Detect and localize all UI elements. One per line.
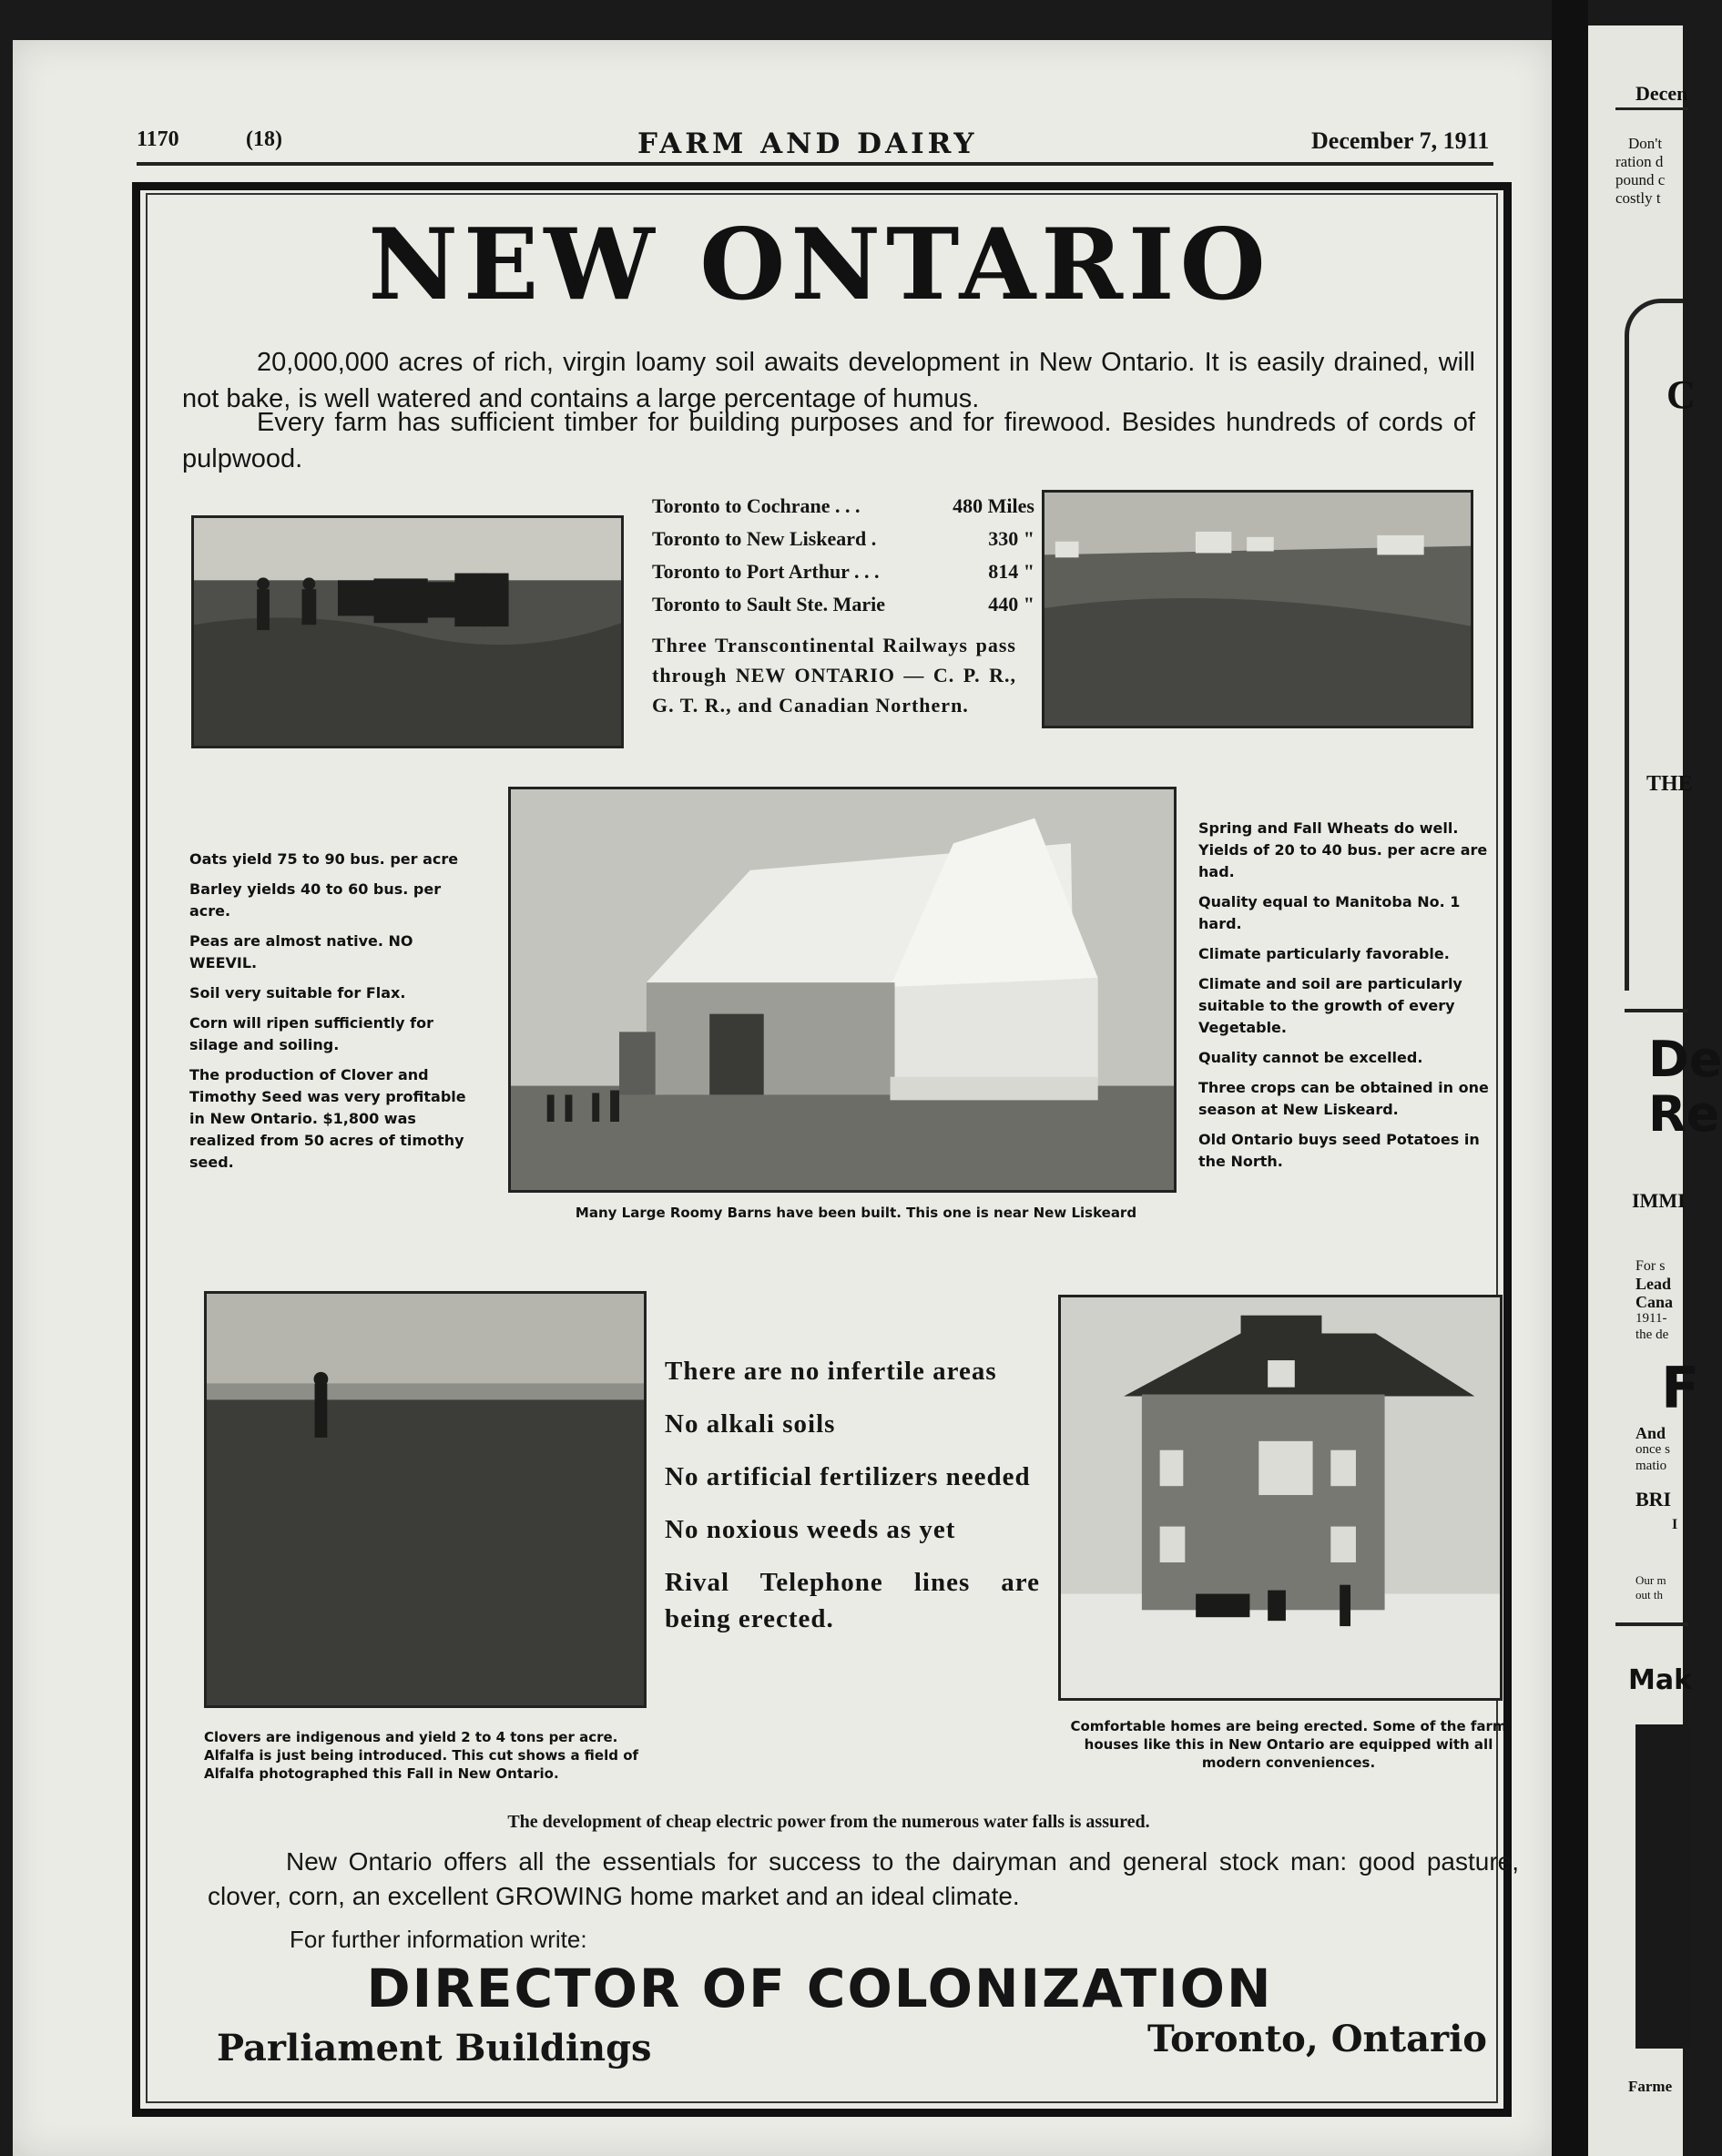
adjacent-line-5: the de bbox=[1635, 1327, 1669, 1342]
toronto-ontario: Toronto, Ontario bbox=[1147, 2018, 1487, 2060]
adjacent-line-3: Cana bbox=[1635, 1293, 1674, 1311]
distance-row bbox=[652, 588, 1034, 621]
route-label: Toronto to Port Arthur . . . bbox=[652, 560, 880, 583]
adjacent-line-6: And bbox=[1635, 1424, 1666, 1442]
ad-headline: NEW ONTARIO bbox=[368, 208, 1271, 322]
adjacent-line-9: BRI bbox=[1635, 1488, 1672, 1510]
railways-note: Three Transcontinental Railways pass through NEW ONTARIO — C. P. R., G. T. R., and Canadian Northern. bbox=[652, 634, 1016, 717]
claim-item: Rival Telephone lines are being erected. bbox=[665, 1568, 1040, 1633]
adjacent-mak: Mak bbox=[1628, 1664, 1693, 1696]
adjacent-farme: Farme bbox=[1628, 2078, 1673, 2095]
photo-farm-house bbox=[1058, 1295, 1503, 1701]
photo-barn bbox=[508, 787, 1177, 1193]
parliament-buildings: Parliament Buildings bbox=[217, 2027, 652, 2070]
photo-horses-field bbox=[191, 515, 624, 748]
issue-date: December 7, 1911 bbox=[1311, 127, 1490, 154]
soil-claims bbox=[665, 1353, 1040, 1653]
electric-power-line: The development of cheap electric power from the numerous water falls is assured. bbox=[507, 1812, 1150, 1832]
home-caption: Comfortable homes are being erected. Some of the farm houses like this in New Ontario are equipped with all modern conveniences. bbox=[1070, 1718, 1507, 1771]
adjacent-line-12: out th bbox=[1635, 1588, 1663, 1602]
route-miles: 330 " bbox=[988, 527, 1034, 550]
adjacent-word: THE bbox=[1646, 772, 1693, 796]
fact-item: Barley yields 40 to 60 bus. per acre. bbox=[189, 880, 442, 920]
claim-item: No artificial fertilizers needed bbox=[665, 1462, 1031, 1491]
publication-title: FARM AND DAIRY bbox=[637, 127, 978, 160]
header-rule bbox=[137, 162, 1493, 166]
distance-table bbox=[652, 490, 1034, 621]
adjacent-line-1: For s bbox=[1635, 1258, 1666, 1274]
fact-item: Oats yield 75 to 90 bus. per acre bbox=[189, 850, 459, 868]
claim-item: No alkali soils bbox=[665, 1409, 836, 1439]
adjacent-dark-photo bbox=[1635, 1724, 1690, 2049]
fact-item: Spring and Fall Wheats do well. Yields of 20 to 40 bus. per acre are had. bbox=[1198, 819, 1488, 880]
adjacent-text-1: Don't bbox=[1628, 135, 1663, 152]
adjacent-big-letter: F bbox=[1661, 1355, 1700, 1421]
route-miles: 480 Miles bbox=[953, 494, 1034, 517]
adjacent-rule-2 bbox=[1625, 1009, 1688, 1012]
page-gutter bbox=[1552, 0, 1588, 2156]
route-label: Toronto to New Liskeard . bbox=[652, 527, 877, 550]
adjacent-immi: IMMI bbox=[1632, 1189, 1686, 1212]
fact-item: Corn will ripen sufficiently for silage and soiling. bbox=[189, 1014, 433, 1053]
adjacent-letter: C bbox=[1666, 372, 1696, 417]
photo-alfalfa-field bbox=[204, 1291, 647, 1708]
fact-item: Climate and soil are particularly suitable to the growth of every Vegetable. bbox=[1198, 975, 1462, 1036]
fact-item: Old Ontario buys seed Potatoes in the North. bbox=[1198, 1131, 1480, 1170]
adjacent-line-8: matio bbox=[1635, 1459, 1667, 1473]
fact-item: Climate particularly favorable. bbox=[1198, 945, 1450, 962]
adjacent-line-2: Lead bbox=[1635, 1275, 1672, 1293]
barn-caption: Many Large Roomy Barns have been built. This one is near New Liskeard bbox=[575, 1205, 1137, 1221]
adjacent-rule-3 bbox=[1615, 1622, 1688, 1626]
adjacent-heading-1: De bbox=[1648, 1031, 1722, 1088]
fact-item: Three crops can be obtained in one season at New Liskeard. bbox=[1198, 1079, 1489, 1118]
distance-row bbox=[652, 523, 1034, 555]
adjacent-line-11: Our m bbox=[1635, 1573, 1666, 1587]
fact-item: Quality equal to Manitoba No. 1 hard. bbox=[1198, 893, 1461, 932]
fact-item: Soil very suitable for Flax. bbox=[189, 984, 406, 1002]
adjacent-line-10: I bbox=[1672, 1517, 1678, 1532]
photo-farm-buildings bbox=[1042, 490, 1473, 728]
director-heading: DIRECTOR OF COLONIZATION bbox=[366, 1958, 1273, 2019]
adjacent-rule bbox=[1615, 107, 1688, 110]
route-label: Toronto to Cochrane . . . bbox=[652, 494, 861, 517]
fact-item: Peas are almost native. NO WEEVIL. bbox=[189, 932, 413, 971]
adjacent-line-7: once s bbox=[1635, 1442, 1670, 1457]
adjacent-text-3: pound c bbox=[1615, 171, 1666, 188]
distance-row bbox=[652, 555, 1034, 588]
adjacent-text-2: ration d bbox=[1615, 153, 1664, 170]
route-label: Toronto to Sault Ste. Marie bbox=[652, 593, 886, 615]
further-info: For further information write: bbox=[290, 1926, 587, 1953]
closing-paragraph: New Ontario offers all the essentials for success to the dairyman and general stock man: good pasture, clover, corn, an excellent GROWING home market and an ideal climate. bbox=[208, 1847, 1519, 1910]
route-miles: 814 " bbox=[988, 560, 1034, 583]
intro-paragraph-1: 20,000,000 acres of rich, virgin loamy soil awaits development in New Ontario. It is easily drained, will not bake, is well watered and contains a large percentage of humus. bbox=[182, 348, 1475, 413]
clover-caption: Clovers are indigenous and yield 2 to 4 tons per acre. Alfalfa is just being introduced. This cut shows a field of Alfalfa photographed this Fall in New Ontario. bbox=[204, 1729, 639, 1782]
adjacent-heading-2: Re bbox=[1648, 1085, 1720, 1143]
claim-item: There are no infertile areas bbox=[665, 1357, 997, 1386]
route-miles: 440 " bbox=[988, 593, 1034, 615]
adjacent-text-4: costly t bbox=[1615, 189, 1661, 207]
crop-facts-right bbox=[1198, 818, 1494, 1181]
page-number: 1170 bbox=[137, 127, 179, 151]
fact-item: The production of Clover and Timothy Seed was very profitable in New Ontario. $1,800 was realized from 50 acres of timothy seed. bbox=[189, 1066, 466, 1171]
crop-facts-left bbox=[189, 849, 484, 1182]
fact-item: Quality cannot be excelled. bbox=[1198, 1049, 1423, 1066]
distance-row bbox=[652, 490, 1034, 523]
adjacent-page bbox=[1588, 25, 1722, 2156]
adjacent-date: Decen bbox=[1635, 82, 1688, 105]
intro-paragraph-2: Every farm has sufficient timber for building purposes and for firewood. Besides hundreds of cords of pulpwood. bbox=[182, 408, 1475, 473]
section-number: (18) bbox=[246, 127, 282, 151]
adjacent-line-4: 1911- bbox=[1635, 1311, 1667, 1326]
claim-item: No noxious weeds as yet bbox=[665, 1515, 956, 1544]
